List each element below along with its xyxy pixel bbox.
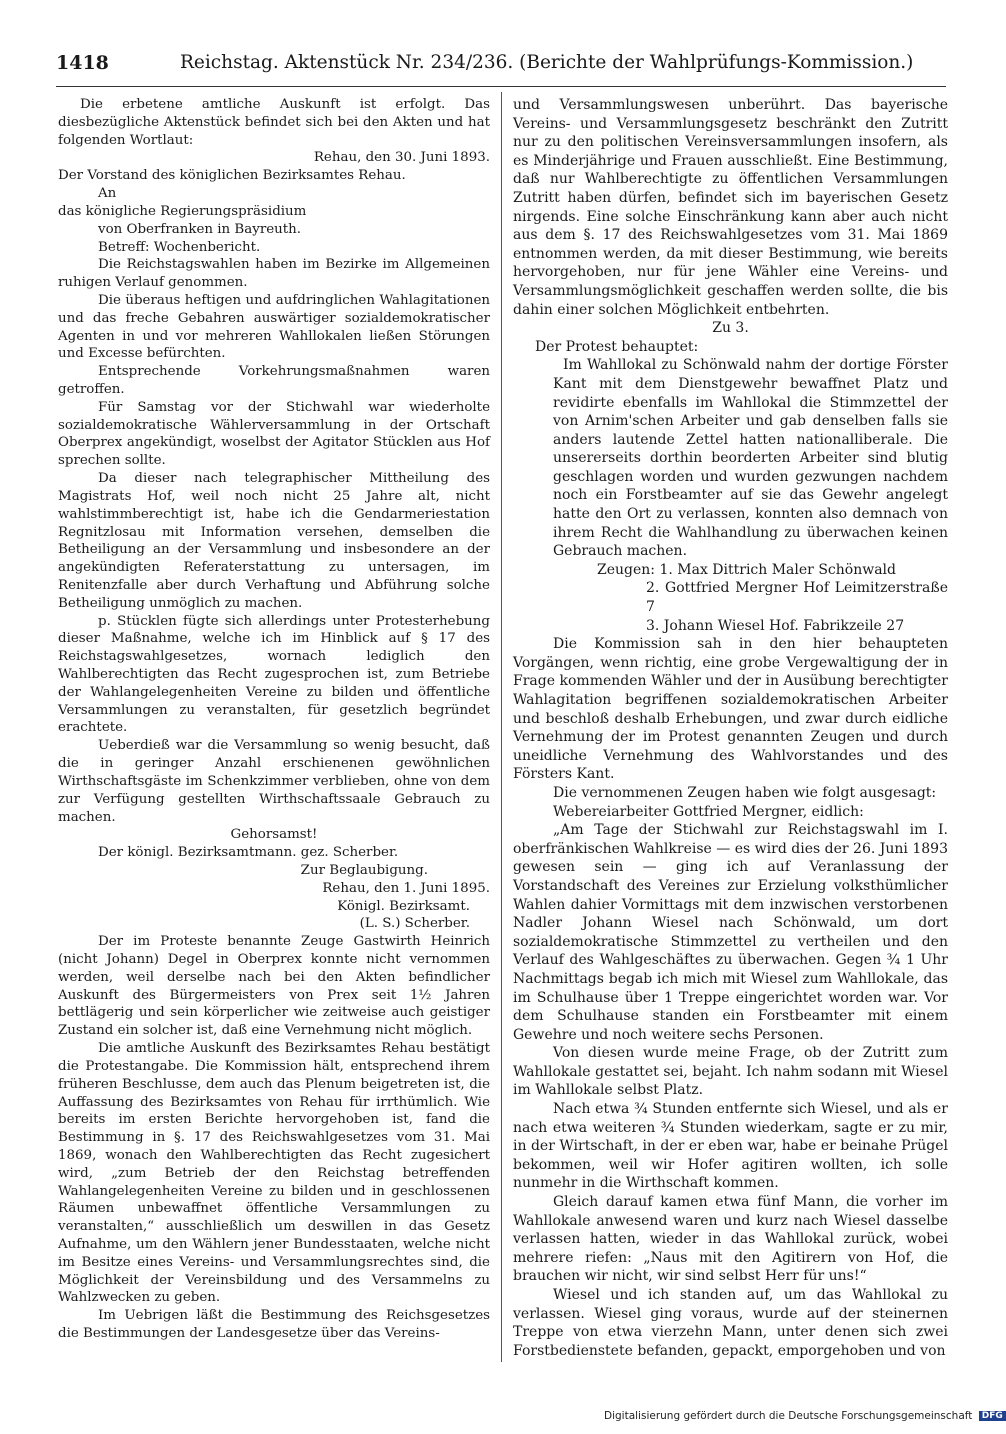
paragraph: Die vernommenen Zeugen haben wie folgt ausgesagt: [553, 784, 937, 801]
paragraph: Die Reichstagswahlen haben im Bezirke im Allgemeinen ruhigen Verlauf genommen. [58, 257, 490, 291]
page-number: 1418 [56, 52, 109, 74]
witness-line: Zeugen: 1. Max Dittrich Maler Schönwald [597, 561, 896, 578]
witness-line: 3. Johann Wiesel Hof. Fabrikzeile 27 [646, 617, 905, 634]
address-line: von Oberfranken in Bayreuth. [98, 221, 302, 237]
paragraph: Die überaus heftigen und aufdringlichen Wahlagitationen und das freche Gebahren auswärtiger sozialdemokratischer Agenten in und vor mehreren Wahllokalen ließen Störungen und Excesse befürchten. [58, 292, 490, 362]
paragraph: Da dieser nach telegraphischer Mittheilung des Magistrats Hof, weil noch nicht 25 Jahre alt, nicht wahlstimmberechtigt ist, habe ich die Gendarmeriestation Regnitzlosau mit Information versehen, demselben die Betheiligung an der Versammlung und insbesondere an der angekündigten Referaterstattung zu untersagen, im Renitenzfalle aber durch Verhaftung und Abführung solche Betheiligung unmöglich zu machen. [58, 471, 490, 611]
paragraph: p. Stücklen fügte sich allerdings unter Protesterhebung dieser Maßnahme, welche ich im Hinblick auf § 17 des Reichstagswahlgesetzes, wornach lediglich den Wahlberechtigten das Recht zugesprochen ist, zum Betriebe der Wahlangelegenheiten Vereine zu bilden und öffentliche Versammlungen zu veranstalten, für gesetzlich begründet erachtete. [58, 613, 490, 736]
column-divider [501, 92, 502, 1362]
paragraph: Die amtliche Auskunft des Bezirksamtes Rehau bestätigt die Protestangabe. Die Kommission hält, entsprechend ihrem früheren Beschlusse, dem auch das Plenum beigetreten ist, die Auffassung des Bezirksamtes von Rehau für irrthümlich. Wie bereits im ersten Berichte hervorgehoben ist, fand die Bestimmung in §. 17 des Reichswahlgesetzes vom 31. Mai 1869, wonach den Wahlberechtigten das Recht zugesichert wird, „zum Betrieb der den Reichstag betreffenden Wahlangelegenheiten Vereine zu bilden und in geschlossenen Räumen unbewaffnet öffentliche Versammlungen zu veranstalten,“ ausschließlich um deswillen in das Gesetz Aufnahme, um den Wählern jener Bundesstaaten, welche nicht im Besitze eines Vereins- und Versammlungsrechtes sind, die Möglichkeit der Vereinsbildung und des Versammelns zu Wahlzwecken zu geben. [58, 1041, 490, 1306]
seal-line: (L. S.) Scherber. [359, 916, 470, 932]
office-line: Königl. Bezirksamt. [337, 898, 470, 914]
paragraph: Ueberdieß war die Versammlung so wenig besucht, daß die in geringer Anzahl erschienenen gewöhnlichen Wirthschaftsgäste im Schenkzimmer verblieben, ohne von dem zur Verfügung gestellten Wirthschaftssaale Gebrauch zu machen. [58, 738, 490, 825]
sender-line: Der Vorstand des königlichen Bezirksamtes Rehau. [58, 168, 406, 184]
signature-line: Der königl. Bezirksamtmann. gez. Scherber. [98, 845, 399, 861]
right-column [513, 96, 948, 1360]
running-title: Reichstag. Aktenstück Nr. 234/236. (Berichte der Wahlprüfungs-Kommission.) [180, 52, 914, 73]
paragraph: Für Samstag vor der Stichwahl war wiederholte sozialdemokratische Wählerversammlung in der Ortschaft Oberprex angekündigt, woselbst der Agitator Stücklen aus Hof sprechen sollte. [58, 399, 490, 469]
paragraph: und Versammlungswesen unberührt. Das bayerische Vereins- und Versammlungsgesetz beschränkt den Zutritt nur zu den politischen Vereinsversammlungen insofern, als es Minderjährige und Frauen ausschließt. Eine Bestimmung, daß nur Wahlberechtigte zu öffentlichen Versammlungen Zutritt haben dürfen, befindet sich im bayerischen Gesetz nirgends. Eine solche Einschränkung kann aber auch nicht aus dem §. 17 des Reichswahlgesetzes vom 31. Mai 1869 entnommen werden, da mit dieser Bestimmung, wie bereits hervorgehoben, nur für jene Wähler eine Vereins- und Versammlungsmöglichkeit geschaffen werden sollte, die bis dahin einer solchen Möglichkeit entbehrten. [513, 97, 948, 318]
quoted-protest: Im Wahllokal zu Schönwald nahm der dortige Förster Kant mit dem Dienstgewehr bewaffnet Platz und revidirte ebenfalls im Wahllokal die Stimmzettel der von Arnim'schen Arbeiter und gab denselben falls sie anders lautende Zettel hatten nationalliberale. Die unsererseits dorthin beorderten Arbeiter sind blutig geschlagen worden und wurden gezwungen nachdem noch ein Forstbeamter auf sie das Gewehr angelegt hatte den Ort zu verlassen, konnten also demnach von ihrem Recht die Wahlhandlung zu überwachen keinen Gebrauch machen. [553, 357, 948, 560]
witness-line: 2. Gottfried Mergner Hof Leimitzerstraße 7 [646, 580, 948, 616]
page-header [56, 52, 946, 86]
certification-line: Zur Beglaubigung. [300, 862, 428, 878]
address-line: An [98, 186, 117, 202]
paragraph: Die Kommission sah in den hier behaupteten Vorgängen, wenn richtig, eine grobe Vergewaltigung der in Frage kommenden Wähler und der in Ausübung berechtigter Wahlagitation begriffenen sozialdemokratischen Arbeiter und beschloß deshalb Erhebungen, und zwar durch eidliche Vernehmung der im Protest genannten Zeugen und durch uneidliche Vernehmung des Wahlvorstandes und des Försters Kant. [513, 636, 948, 783]
digitization-footer [604, 1410, 1006, 1422]
subject-line: Betreff: Wochenbericht. [98, 239, 261, 255]
witness-heading: Webereiarbeiter Gottfried Mergner, eidlich: [553, 803, 864, 820]
dfg-logo-icon: DFG [979, 1411, 1006, 1421]
paragraph: Entsprechende Vorkehrungsmaßnahmen waren getroffen. [58, 364, 490, 397]
testimony-paragraph: Wiesel und ich standen auf, um das Wahllokal zu verlassen. Wiesel ging voraus, wurde auf der steinernen Treppe von etwa vierzehn Mann, unter denen sich zwei Forstbedienstete befanden, gepackt, emporgehoben und von [513, 1287, 948, 1359]
testimony-paragraph: Von diesen wurde meine Frage, ob der Zutritt zum Wahllokale gestattet sei, bejaht. Ich nahm sodann mit Wiesel im Wahllokale selbst Platz. [513, 1045, 948, 1099]
address-line: das königliche Regierungspräsidium [58, 203, 307, 219]
section-heading: Zu 3. [712, 320, 749, 337]
date-line: Rehau, den 30. Juni 1893. [313, 150, 490, 166]
header-rule [56, 86, 946, 87]
paragraph: Der im Proteste benannte Zeuge Gastwirth Heinrich (nicht Johann) Degel in Oberprex konnte nicht vernommen werden, weil derselbe nach bei den Akten befindlicher Auskunft des Bürgermeisters von Prex seit 1½ Jahren bettlägerig und sein körperlicher wie zeitweise auch geistiger Zustand ein solcher ist, daß eine Vernehmung nicht möglich. [58, 934, 490, 1039]
closing-line: Gehorsamst! [230, 827, 318, 843]
testimony-paragraph: „Am Tage der Stichwahl zur Reichstagswahl im I. oberfränkischen Wahlkreise — es wird dies der 26. Juni 1893 gewesen sein — ging ich auf Veranlassung der Vorstandschaft des Vereines zur Erzielung volksthümlicher Wahlen dahier Vormittags mit dem inzwischen verstorbenen Nadler Johann Wiesel nach Schönwald, um dort sozialdemokratische Stimmzettel zu vertheilen und den Verlauf des Wahlgeschäftes zu überwachen. Gegen ¾ 1 Uhr Nachmittags begab ich mich mit Wiesel zum Wahllokale, das im Schulhause über 1 Treppe eingerichtet worden war. Vor dem Schulhause standen ein Forstbeamter mit einem Gewehre und noch weitere sechs Personen. [513, 822, 948, 1043]
footer-text: Digitalisierung gefördert durch die Deutsche Forschungsgemeinschaft [604, 1410, 973, 1422]
left-column [58, 96, 490, 1343]
paragraph: Der Protest behauptet: [535, 338, 699, 355]
paragraph: Im Uebrigen läßt die Bestimmung des Reichsgesetzes die Bestimmungen der Landesgesetze über das Vereins- [58, 1308, 490, 1342]
testimony-paragraph: Gleich darauf kamen etwa fünf Mann, die vorher im Wahllokale anwesend waren und kurz nach Wiesel dasselbe verlassen hatten, wieder in das Wahllokal zurück, wobei mehrere riefen: „Naus mit den Agitirern von Hof, die brauchen wir nicht, wir sind selbst Herr für uns!“ [513, 1194, 948, 1285]
paragraph: Die erbetene amtliche Auskunft ist erfolgt. Das diesbezügliche Aktenstück befindet sich bei den Akten und hat folgenden Wortlaut: [58, 97, 490, 148]
testimony-paragraph: Nach etwa ¾ Stunden entfernte sich Wiesel, und als er nach etwa weiteren ¾ Stunden wiederkam, sagte er zu mir, in der Wirtschaft, in der er eben war, habe er beinahe Prügel bekommen, weil wir Hofer agitiren wollten, ich solle nunmehr in die Wirthschaft kommen. [513, 1101, 948, 1192]
date-line: Rehau, den 1. Juni 1895. [322, 880, 490, 896]
